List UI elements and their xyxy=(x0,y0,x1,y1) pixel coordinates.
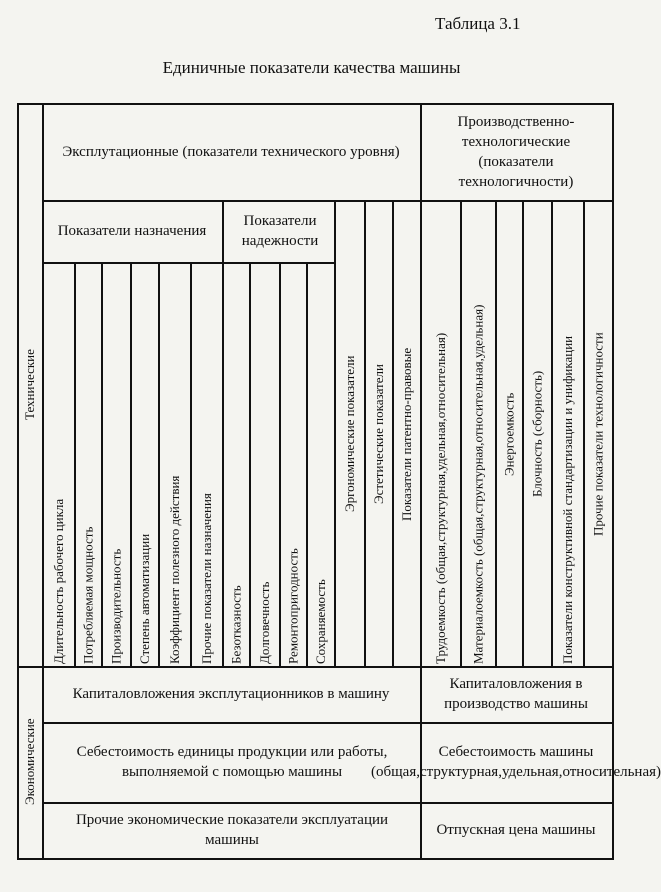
col-label: Показатели патентно-правовые xyxy=(399,347,415,521)
col-label: Безотказность xyxy=(228,585,244,664)
col-label: Материалоемкость (общая,структурная,относительная,удельная) xyxy=(470,304,486,664)
col-label: Производительность xyxy=(108,548,124,664)
col-label: Длительность рабочего цикла xyxy=(51,498,67,664)
col-label: Эстетические показатели xyxy=(371,364,387,504)
col-label: Прочие показатели технологичности xyxy=(590,332,606,536)
col-label: Энергоемкость xyxy=(501,392,517,476)
col-label: Блочность (сборность) xyxy=(529,370,545,498)
row-head-economic: Экономические xyxy=(22,718,37,806)
table-number: Таблица 3.1 xyxy=(435,14,521,33)
col-label: Степень автоматизации xyxy=(137,533,153,664)
row-head-technical: Технические xyxy=(22,349,37,420)
econ-left-3: Прочие экономические показатели эксплуатации машины xyxy=(75,811,389,848)
econ-right-3: Отпускная цена машины xyxy=(436,821,596,838)
econ-right-2: Себестоимость машины (общая,структурная,удельная,относительная) xyxy=(370,743,661,780)
econ-left-2: Себестоимость единицы продукции или работы, выполняемой с помощью машины xyxy=(76,743,388,780)
col-label: Потребляемая мощность xyxy=(80,526,96,664)
subgroup-reliability: Показатели надежности xyxy=(241,212,319,249)
col-label: Долговечность xyxy=(257,581,273,664)
col-label: Прочие показатели назначения xyxy=(199,493,215,664)
group-production: Производственно-технологические (показатели технологичности) xyxy=(457,113,575,191)
econ-left-1: Капиталовложения эксплутационников в машину xyxy=(72,685,390,702)
econ-right-1: Капиталовложения в производство машины xyxy=(444,675,588,712)
col-label: Эргономические показатели xyxy=(342,355,358,513)
col-label: Трудоемкость (общая,структурная,удельная,относительная) xyxy=(433,332,449,664)
group-operational: Эксплутационные (показатели технического уровня) xyxy=(62,143,400,160)
table-title: Единичные показатели качества машины xyxy=(162,58,461,77)
col-label: Ремонтопригодность xyxy=(285,548,301,664)
col-label: Коэффициент полезного действия xyxy=(167,475,183,664)
col-label: Сохраняемость xyxy=(313,579,329,664)
col-label: Показатели конструктивной стандартизации и унификации xyxy=(560,335,576,664)
subgroup-purpose: Показатели назначения xyxy=(57,222,207,239)
